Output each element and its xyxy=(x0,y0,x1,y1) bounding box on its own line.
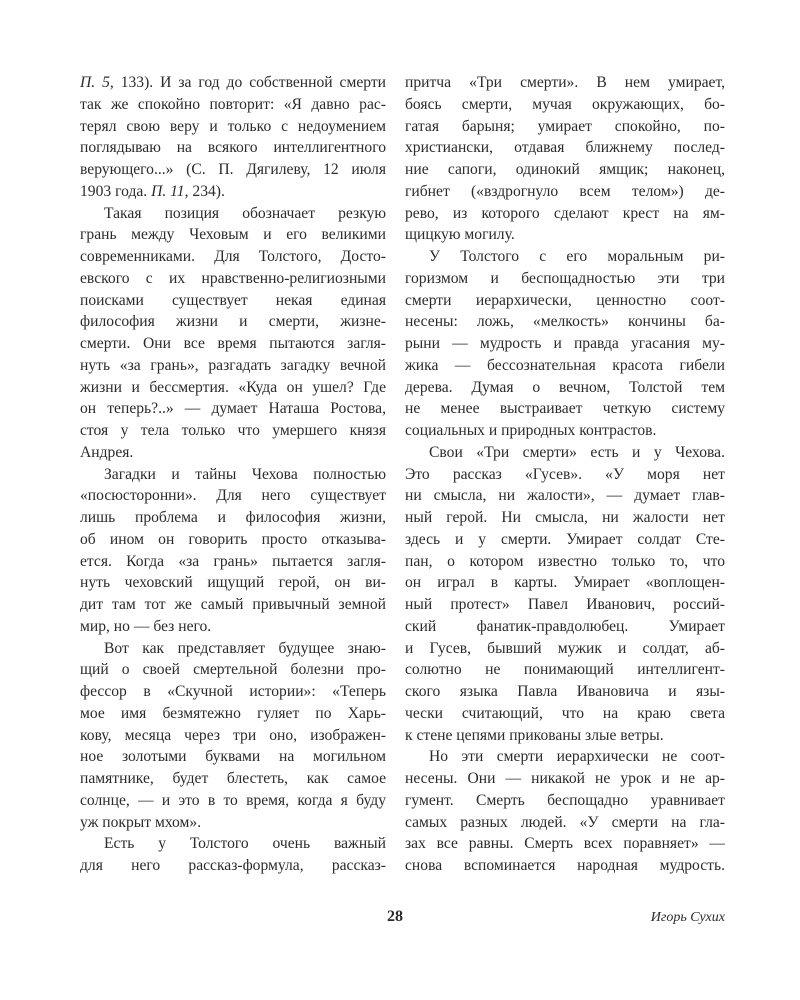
text-column-right xyxy=(405,72,725,877)
text-line: щицкую могилу. xyxy=(405,226,515,244)
text-segment: 1903 года. xyxy=(80,182,152,200)
text-line: боясь смерти, мучая окружающих, бо- xyxy=(405,95,725,113)
text-segment: , 234). xyxy=(184,182,225,200)
text-line: ние сапоги, одинокий ямщик; наконец, xyxy=(405,161,725,178)
text-line: терял свою веру и только с недоумением xyxy=(80,117,386,135)
text-line: рыни — мудрость и правда угасания му- xyxy=(405,335,725,352)
text-line: смерти. Они все время пытаются загля- xyxy=(80,335,386,352)
text-line: он играл в карты. Умирает «воплощен- xyxy=(405,574,725,592)
running-footer-author: Игорь Сухих xyxy=(650,910,725,925)
text-line: Загадки и тайны Чехова полностью xyxy=(104,465,386,483)
text-line: дерева. Думая о вечном, Толстой тем xyxy=(405,378,725,396)
text-line: мое имя безмятежно гуляет по Харь- xyxy=(80,704,386,722)
text-line: чески считающий, что на краю света xyxy=(405,704,725,722)
text-line: солютно не понимающий интеллигент- xyxy=(405,661,725,679)
text-line xyxy=(80,181,386,203)
text-line: ется. Когда «за грань» пытается загля- xyxy=(80,552,386,570)
text-line: мир, но — без него. xyxy=(80,617,212,635)
text-line: несены: ложь, «мелкость» кончины ба- xyxy=(405,313,725,331)
text-line: рево, из которого сделают крест на ям- xyxy=(405,204,725,222)
text-line: кову, месяца через три оно, изображен- xyxy=(80,726,386,744)
text-line: христиански, отдавая ближнему послед- xyxy=(405,139,725,157)
text-line: Такая позиция обозначает резкую xyxy=(104,204,386,222)
text-line: Есть у Толстого очень важный xyxy=(104,835,386,853)
text-line: притча «Три смерти». В нем умирает, xyxy=(405,74,725,91)
text-line: дит там тот же самый привычный земной xyxy=(80,596,386,613)
text-line: жика — бессознательная красота гибели xyxy=(405,356,725,374)
text-line: несены. Они — никакой не урок и не ар- xyxy=(405,770,725,787)
text-line: гатая барыня; умирает спокойно, по- xyxy=(405,117,725,135)
text-line: нуть «за грань», разгадать загадку вечной xyxy=(80,356,386,374)
text-line: щий о своей смертельной болезни про- xyxy=(80,661,386,679)
text-line: «посюсторонни». Для него существует xyxy=(80,487,386,505)
text-line: снова вспоминается народная мудрость. xyxy=(405,857,725,874)
text-line: пан, о котором известно только то, что xyxy=(405,552,725,570)
text-line: уж покрыт мхом». xyxy=(80,813,202,831)
text-line: ный протест» Павел Иванович, россий- xyxy=(405,596,725,613)
text-line: самых разных людей. «У смерти на гла- xyxy=(405,813,725,831)
text-line: и Гусев, бывший мужик и солдат, аб- xyxy=(405,639,725,657)
text-line: ное золотыми буквами на могильном xyxy=(80,748,386,766)
text-line: гумент. Смерть беспощадно уравнивает xyxy=(405,791,725,809)
text-line: У Толстого с его моральным ри- xyxy=(429,248,725,265)
text-line: Вот как представляет будущее знаю- xyxy=(104,639,386,657)
text-line: ный герой. Ни смысла, ни жалости нет xyxy=(405,509,725,526)
text-line: поглядываю на всякого интеллигентного xyxy=(80,139,386,157)
text-line: социальных и природных контрастов. xyxy=(405,422,657,439)
text-segment: , 133). И за год до собственной смерти xyxy=(109,74,386,91)
text-line: Это рассказ «Гусев». «У моря нет xyxy=(405,465,725,483)
text-line: зах все равны. Смерть всех поравняет» — xyxy=(405,835,725,853)
text-line: современниками. Для Толстого, Досто- xyxy=(80,248,386,265)
citation-ref: П. 11 xyxy=(151,182,185,200)
text-line: лишь проблема и философия жизни, xyxy=(80,509,386,526)
text-line: смерти иерархически, ценностно соот- xyxy=(405,291,725,309)
text-line: гибнет («вздрогнуло всем телом») де- xyxy=(405,182,725,200)
text-line: горизмом и беспощадностью эти три xyxy=(405,269,725,287)
text-line: Но эти смерти иерархически не соот- xyxy=(429,748,725,766)
page-number: 28 xyxy=(387,908,403,925)
text-line: к стене цепями прикованы злые ветры. xyxy=(405,726,664,744)
text-line: об ином он говорить просто отказыва- xyxy=(80,530,386,548)
citation-ref: П. 5 xyxy=(80,74,110,91)
text-line: не менее выстраивает четкую систему xyxy=(405,400,725,418)
text-line: нуть чеховский ищущий герой, он ви- xyxy=(80,574,386,592)
text-line: верующего...» (С. П. Дягилеву, 12 июля xyxy=(80,161,386,178)
text-line: ни смысла, ни жалости», — думает глав- xyxy=(405,487,725,505)
text-column-left xyxy=(80,72,386,877)
text-line: ский фанатик-правдолюбец. Умирает xyxy=(405,617,725,635)
text-line: солнце, — и это в то время, когда я буду xyxy=(80,791,386,809)
text-line: он теперь?..» — думает Наташа Ростова, xyxy=(80,400,386,418)
text-line: грань между Чеховым и его великими xyxy=(80,226,386,244)
text-line: Андрея. xyxy=(80,443,134,461)
text-line: так же спокойно повторит: «Я давно рас- xyxy=(80,95,386,113)
text-line: памятнике, будет блестеть, как самое xyxy=(80,770,386,787)
text-line: поисками существует некая единая xyxy=(80,291,386,309)
text-line: стоя у тела только что умершего князя xyxy=(80,422,386,439)
text-line: здесь и у смерти. Умирает солдат Сте- xyxy=(405,530,725,548)
text-line: евского с их нравственно-религиозными xyxy=(80,269,386,287)
text-line: ского языка Павла Ивановича и язы- xyxy=(405,683,725,700)
text-line: фессор в «Скучной истории»: «Теперь xyxy=(80,683,386,700)
text-line xyxy=(80,72,386,94)
text-line: жизни и бессмертия. «Куда он ушел? Где xyxy=(80,378,386,396)
text-line: для него рассказ-формула, рассказ- xyxy=(80,857,386,874)
text-line: философия жизни и смерти, жизне- xyxy=(80,313,386,331)
text-line: Свои «Три смерти» есть и у Чехова. xyxy=(429,443,725,461)
